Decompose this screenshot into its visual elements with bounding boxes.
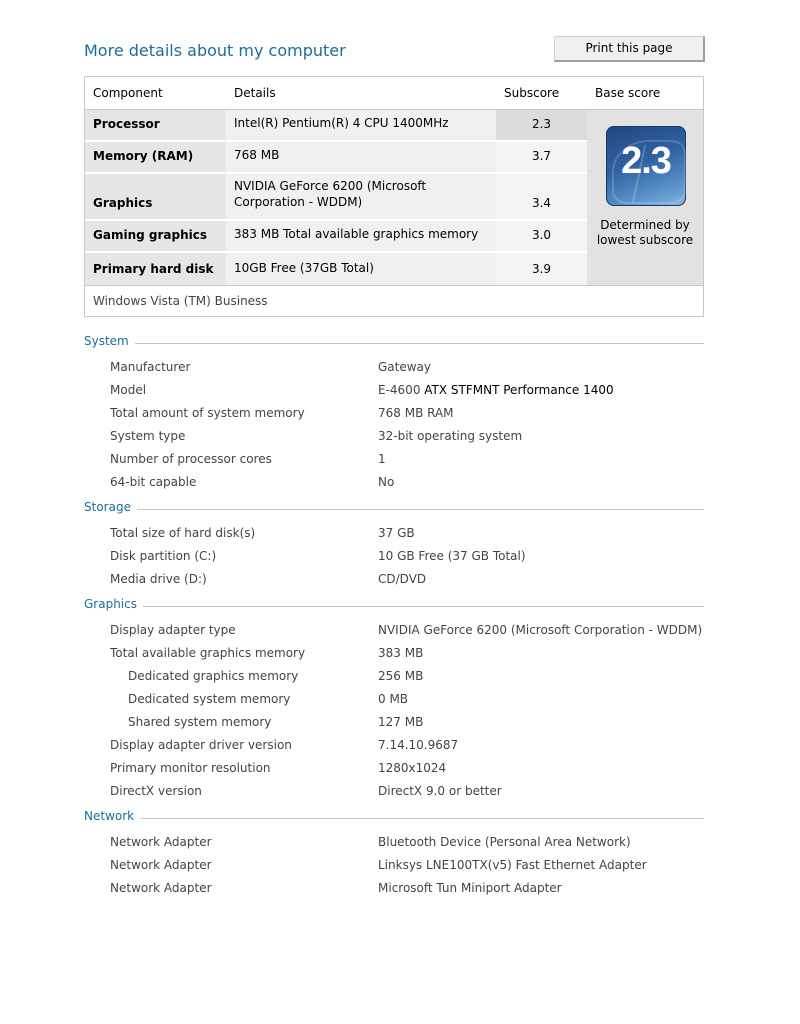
graphics-value: DirectX 9.0 or better bbox=[378, 784, 502, 798]
network-value: Bluetooth Device (Personal Area Network) bbox=[378, 835, 631, 849]
section-divider bbox=[84, 818, 704, 819]
network-value: Linksys LNE100TX(v5) Fast Ethernet Adapter bbox=[378, 858, 647, 872]
system-value: 1 bbox=[378, 452, 386, 466]
system-key: System type bbox=[110, 429, 186, 443]
os-edition: Windows Vista (TM) Business bbox=[85, 285, 703, 316]
system-key: Manufacturer bbox=[110, 360, 191, 374]
section-system bbox=[84, 334, 704, 350]
section-network bbox=[84, 809, 704, 825]
graphics-key: DirectX version bbox=[110, 784, 202, 798]
section-title: Storage bbox=[84, 500, 137, 514]
component-subscore: 2.3 bbox=[531, 117, 552, 131]
graphics-value: 1280x1024 bbox=[378, 761, 447, 775]
windows-experience-badge-icon bbox=[606, 126, 686, 206]
network-key: Network Adapter bbox=[110, 835, 212, 849]
graphics-value: 127 MB bbox=[378, 715, 424, 729]
section-title: Network bbox=[84, 809, 140, 823]
section-divider bbox=[84, 606, 704, 607]
section-divider bbox=[84, 509, 704, 510]
storage-key: Total size of hard disk(s) bbox=[110, 526, 256, 540]
section-title: Graphics bbox=[84, 597, 143, 611]
graphics-key: Dedicated graphics memory bbox=[128, 669, 299, 683]
component-label: Gaming graphics bbox=[93, 228, 207, 242]
graphics-key: Total available graphics memory bbox=[110, 646, 306, 660]
component-label: Memory (RAM) bbox=[93, 149, 194, 163]
system-key: Number of processor cores bbox=[110, 452, 272, 466]
system-key: Total amount of system memory bbox=[110, 406, 305, 420]
section-title: System bbox=[84, 334, 135, 348]
graphics-value: 383 MB bbox=[378, 646, 424, 660]
section-graphics bbox=[84, 597, 704, 613]
graphics-value: 256 MB bbox=[378, 669, 424, 683]
header-details: Details bbox=[234, 86, 276, 100]
component-subscore: 3.7 bbox=[531, 149, 552, 163]
base-score-value: 2.3 bbox=[621, 140, 671, 182]
component-label: Graphics bbox=[93, 196, 153, 210]
network-value: Microsoft Tun Miniport Adapter bbox=[378, 881, 562, 895]
component-subscore: 3.0 bbox=[531, 228, 552, 242]
graphics-key: Shared system memory bbox=[128, 715, 272, 729]
component-details: 768 MB bbox=[234, 148, 280, 162]
graphics-key: Display adapter type bbox=[110, 623, 236, 637]
component-subscore: 3.9 bbox=[531, 262, 552, 276]
section-storage bbox=[84, 500, 704, 516]
storage-key: Disk partition (C:) bbox=[110, 549, 217, 563]
system-value: Gateway bbox=[378, 360, 432, 374]
header-component: Component bbox=[93, 86, 163, 100]
system-value: 32-bit operating system bbox=[378, 429, 523, 443]
storage-value: CD/DVD bbox=[378, 572, 427, 586]
graphics-key: Primary monitor resolution bbox=[110, 761, 271, 775]
component-details: NVIDIA GeForce 6200 (Microsoft Corporation - WDDM) bbox=[234, 179, 427, 209]
storage-key: Media drive (D:) bbox=[110, 572, 207, 586]
graphics-key: Display adapter driver version bbox=[110, 738, 292, 752]
component-subscore: 3.4 bbox=[531, 196, 552, 210]
score-row-hard-disk bbox=[85, 253, 587, 285]
system-key: 64-bit capable bbox=[110, 475, 197, 489]
graphics-value: 0 MB bbox=[378, 692, 409, 706]
component-details: 383 MB Total available graphics memory bbox=[234, 227, 479, 241]
network-key: Network Adapter bbox=[110, 881, 212, 895]
model-prefix: E-4600 bbox=[378, 383, 421, 397]
graphics-key: Dedicated system memory bbox=[128, 692, 291, 706]
system-key: Model bbox=[110, 383, 147, 397]
base-score-note: Determined by lowest subscore bbox=[596, 218, 694, 247]
section-divider bbox=[84, 343, 704, 344]
page-title: More details about my computer bbox=[84, 41, 346, 60]
model-name: ATX STFMNT Performance 1400 bbox=[424, 383, 614, 397]
header-base-score: Base score bbox=[595, 86, 661, 100]
print-page-button[interactable]: Print this page bbox=[554, 36, 705, 62]
component-label: Primary hard disk bbox=[93, 262, 214, 276]
header-subscore: Subscore bbox=[504, 86, 560, 100]
system-value-model bbox=[378, 383, 614, 397]
storage-value: 37 GB bbox=[378, 526, 415, 540]
base-score-panel bbox=[587, 110, 703, 285]
storage-value: 10 GB Free (37 GB Total) bbox=[378, 549, 526, 563]
system-value: 768 MB RAM bbox=[378, 406, 454, 420]
score-row-processor bbox=[85, 110, 587, 140]
network-key: Network Adapter bbox=[110, 858, 212, 872]
component-details: 10GB Free (37GB Total) bbox=[234, 261, 374, 275]
score-row-gaming-graphics bbox=[85, 221, 587, 251]
graphics-value: NVIDIA GeForce 6200 (Microsoft Corporation - WDDM) bbox=[378, 623, 703, 637]
graphics-value: 7.14.10.9687 bbox=[378, 738, 459, 752]
component-details: Intel(R) Pentium(R) 4 CPU 1400MHz bbox=[234, 116, 449, 130]
score-table bbox=[84, 76, 704, 317]
score-row-memory bbox=[85, 142, 587, 172]
component-label: Processor bbox=[93, 117, 160, 131]
score-row-graphics bbox=[85, 174, 587, 219]
system-value: No bbox=[378, 475, 395, 489]
